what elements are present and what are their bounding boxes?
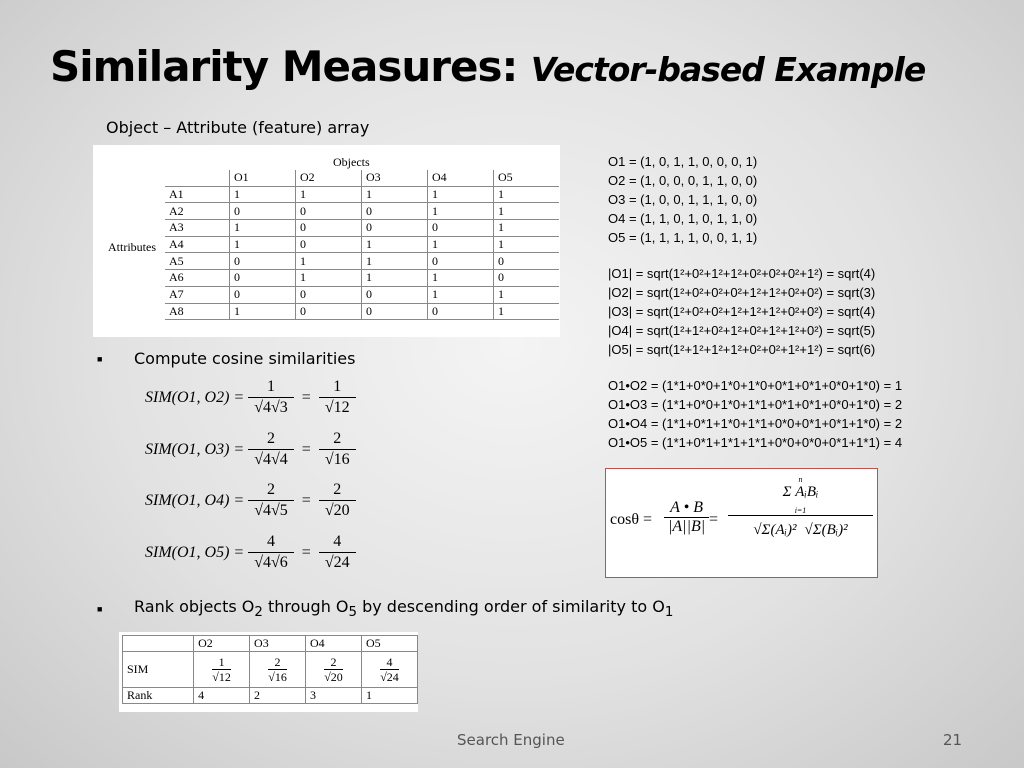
matrix-cell: 0 [296,286,362,303]
matrix-row [165,203,559,220]
matrix-cell: 0 [296,203,362,220]
matrix-cell: 0 [230,253,296,270]
matrix-row-label: A1 [165,186,230,203]
matrix-row-label: A4 [165,236,230,253]
matrix-cell: 1 [494,220,560,237]
matrix-cell: 1 [428,286,494,303]
objects-label: Objects [333,155,370,169]
matrix-cell: 1 [230,220,296,237]
cos-fraction [664,499,709,536]
sim-formula: SIM(O1, O5) = $\frac{4}{√4√6}$ = $\frac{4}{√24}$ [145,533,360,572]
matrix-caption: Object – Attribute (feature) array [106,118,370,137]
matrix-cell: 1 [296,253,362,270]
dot-line: O1•O2 = (1*1+0*0+1*0+1*0+0*1+0*1+0*0+1*0) = 1 [608,378,903,393]
page-number: 21 [943,731,963,749]
norm-line: |O5| = sqrt(1²+1²+1²+1²+0²+0²+1²+1²) = sqrt(6) [608,342,876,357]
matrix-cell: 1 [230,186,296,203]
rank-table-box [119,632,418,712]
matrix-cell: 0 [296,236,362,253]
matrix-cell: 1 [362,186,428,203]
rank-sim-row: SIM 1 √12 2 √16 2 √20 4 √24 [123,652,418,688]
matrix-row-label: A3 [165,220,230,237]
matrix-cell: 0 [362,303,428,320]
matrix-table [165,170,559,320]
matrix-row-label: A2 [165,203,230,220]
matrix-cell: 1 [296,270,362,287]
cos-frac-den: |A||B| [664,517,709,536]
matrix-cell: 0 [428,220,494,237]
matrix-cell: 1 [428,186,494,203]
matrix-row-label: A7 [165,286,230,303]
sim-formula: SIM(O1, O3) = $\frac{2}{√4√4}$ = $\frac{2}{√16}$ [145,430,360,469]
sum-denominator [728,515,873,539]
matrix-cell: 1 [494,186,560,203]
title-main: Similarity Measures: [50,42,518,91]
matrix-cell: 1 [428,270,494,287]
matrix-header: O1 [230,170,296,186]
matrix-cell: 1 [362,253,428,270]
matrix-cell: 0 [230,270,296,287]
sum-den-a: √Σ(Aᵢ)² [753,522,797,538]
sim-formula: SIM(O1, O2) = $\frac{1}{√4√3}$ = $\frac{1}{√12}$ [145,378,360,417]
cosine-bullet: Compute cosine similarities [134,349,356,368]
dot-product-list [608,376,902,452]
slide-title [50,42,925,91]
bullet-marker: ■ [97,604,103,614]
matrix-cell: 0 [296,220,362,237]
matrix-row-label: A5 [165,253,230,270]
matrix-row [165,220,559,237]
cos-sum-fraction [728,475,873,539]
matrix-cell: 0 [296,303,362,320]
matrix-cell: 1 [428,203,494,220]
norm-line: |O3| = sqrt(1²+0²+0²+1²+1²+1²+0²+0²) = sqrt(4) [608,304,876,319]
matrix-cell: 1 [428,236,494,253]
matrix-cell: 0 [230,286,296,303]
bullet-marker: ■ [97,354,103,364]
matrix-header: O2 [296,170,362,186]
sum-numerator: Σ AᵢBᵢ [782,484,819,500]
vector-line: O4 = (1, 1, 0, 1, 0, 1, 1, 0) [608,211,758,226]
matrix-row [165,236,559,253]
matrix-cell: 1 [362,270,428,287]
vector-line: O2 = (1, 0, 0, 0, 1, 1, 0, 0) [608,173,758,188]
matrix-cell: 0 [362,286,428,303]
dot-line: O1•O3 = (1*1+0*0+1*0+1*1+0*1+0*1+0*0+1*0) = 2 [608,397,903,412]
matrix-row [165,186,559,203]
rank-table [122,635,418,704]
cos-frac-num: A • B [670,499,703,516]
matrix-cell: 1 [494,236,560,253]
matrix-cell: 0 [362,203,428,220]
matrix-header: O4 [428,170,494,186]
matrix-cell: 0 [230,203,296,220]
matrix-cell: 0 [494,253,560,270]
sum-limit-bottom: i=1 [794,506,807,515]
matrix-row [165,286,559,303]
matrix-cell: 1 [230,236,296,253]
matrix-cell: 1 [494,203,560,220]
matrix-cell: 0 [494,270,560,287]
matrix-cell: 0 [428,253,494,270]
rank-rank-row: Rank 4 2 3 1 [123,688,418,704]
matrix-cell: 1 [230,303,296,320]
rank-bullet: Rank objects $O_2$ through $O_5$ by descending order of similarity to $O_1$ [134,597,674,621]
matrix-row [165,253,559,270]
cosine-formula-box: cosθ = $\frac{A • B}{|A||B|}$ = n Σ AᵢBᵢ i=1 √Σ(Aᵢ)² √Σ(Bᵢ)² [605,468,878,578]
attributes-label: Attributes [108,240,156,254]
rank-header-row: O2 O3 O4 O5 [123,636,418,652]
matrix-header-row [165,170,559,186]
norm-line: |O1| = sqrt(1²+0²+1²+1²+0²+0²+0²+1²) = sqrt(4) [608,266,876,281]
cos-lhs: cosθ = [610,511,653,528]
matrix-row [165,303,559,320]
matrix-header: O5 [494,170,560,186]
matrix-cell: 1 [362,236,428,253]
sim-formula: SIM(O1, O4) = $\frac{2}{√4√5}$ = $\frac{2}{√20}$ [145,481,360,520]
matrix-header: O3 [362,170,428,186]
matrix-cell: 1 [494,303,560,320]
norm-list [608,264,875,359]
norm-line: |O2| = sqrt(1²+0²+0²+0²+1²+1²+0²+0²) = sqrt(3) [608,285,876,300]
vector-line: O1 = (1, 0, 1, 1, 0, 0, 0, 1) [608,154,758,169]
sum-limit-top: n [798,475,803,484]
matrix-cell: 0 [428,303,494,320]
vector-line: O5 = (1, 1, 1, 1, 0, 0, 1, 1) [608,230,758,245]
title-sub: Vector-based Example [530,50,926,89]
sum-den-b: √Σ(Bᵢ)² [804,522,848,538]
vector-list [608,152,757,247]
object-attribute-matrix [93,145,560,337]
vector-line: O3 = (1, 0, 0, 1, 1, 1, 0, 0) [608,192,758,207]
footer-text: Search Engine [457,731,565,749]
matrix-cell: 0 [362,220,428,237]
matrix-row-label: A6 [165,270,230,287]
matrix-row-label: A8 [165,303,230,320]
dot-line: O1•O4 = (1*1+0*1+1*0+1*1+0*0+0*1+0*1+1*0) = 2 [608,416,903,431]
matrix-cell: 1 [296,186,362,203]
matrix-cell: 1 [494,286,560,303]
dot-line: O1•O5 = (1*1+0*1+1*1+1*1+0*0+0*0+0*1+1*1) = 4 [608,435,903,450]
norm-line: |O4| = sqrt(1²+1²+0²+1²+0²+1²+1²+0²) = sqrt(5) [608,323,876,338]
matrix-row [165,270,559,287]
